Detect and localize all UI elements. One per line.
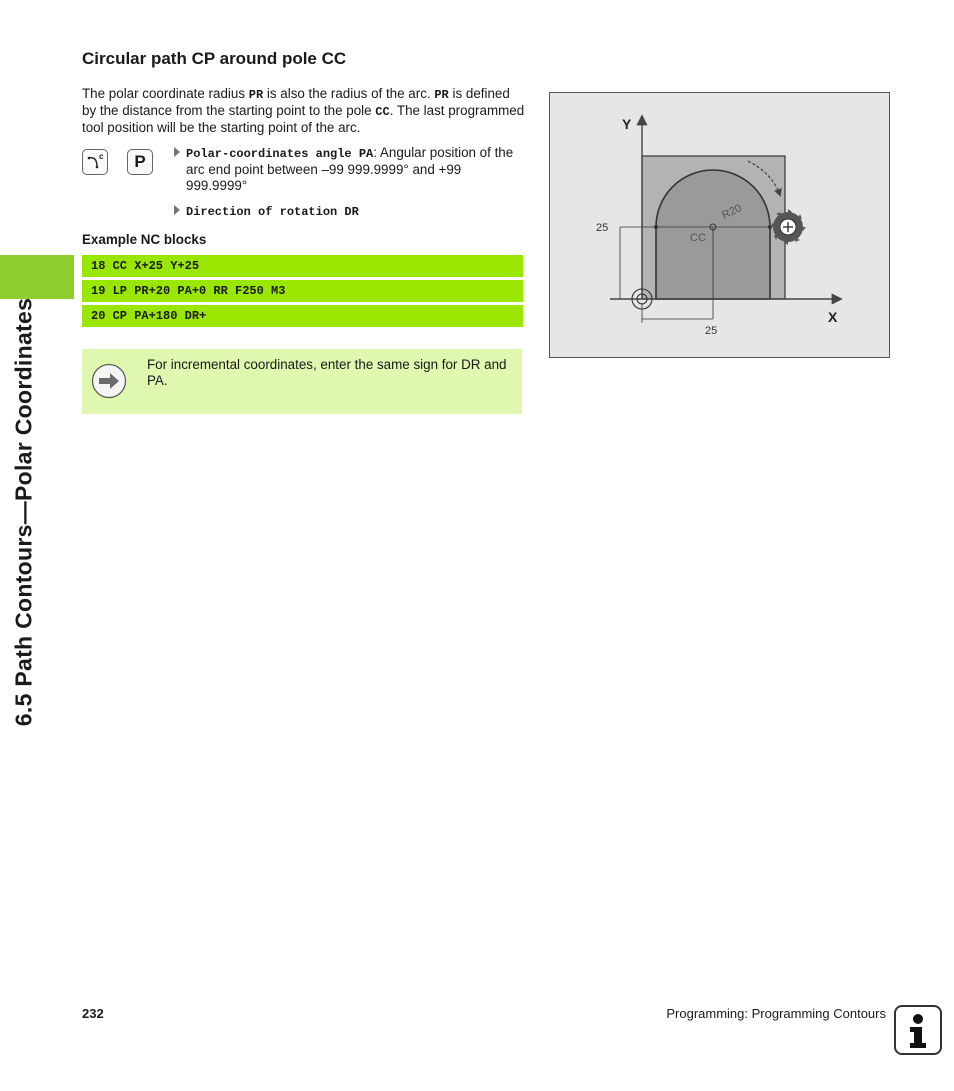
info-icon bbox=[894, 1005, 942, 1055]
bullet-code: Direction of rotation DR bbox=[186, 205, 359, 219]
chapter-tab-marker bbox=[0, 255, 74, 299]
intro-paragraph bbox=[82, 86, 526, 136]
y-axis-label: Y bbox=[622, 116, 632, 132]
y-tick-label: 25 bbox=[596, 222, 609, 234]
section-heading: Circular path CP around pole CC bbox=[82, 49, 347, 68]
x-axis-label: X bbox=[828, 309, 838, 325]
nc-block: 18 CC X+25 Y+25 bbox=[82, 255, 523, 277]
bullet-text: : Angular position of the arc end point between –99 999.9999° and +99 999.9999° bbox=[186, 145, 514, 193]
cp-key-button bbox=[82, 149, 108, 175]
nc-block: 20 CP PA+180 DR+ bbox=[82, 305, 523, 327]
bullet-triangle-icon bbox=[174, 147, 180, 157]
footer-chapter-title: Programming: Programming Contours bbox=[666, 1006, 886, 1021]
chapter-side-title: 6.5 Path Contours—Polar Coordinates bbox=[10, 297, 37, 727]
intro-code-pr: PR bbox=[248, 88, 264, 102]
page-number: 232 bbox=[82, 1006, 104, 1021]
intro-text-2: is also the radius of the arc. bbox=[263, 86, 435, 101]
center-label: CC bbox=[690, 232, 706, 244]
bullet-polar-angle bbox=[174, 145, 524, 194]
circle-path-icon bbox=[83, 150, 107, 174]
tip-note bbox=[82, 349, 522, 414]
p-key-button: P bbox=[127, 149, 153, 175]
cp-diagram bbox=[549, 92, 890, 358]
intro-code-cc: CC bbox=[375, 105, 390, 119]
intro-text-1: The polar coordinate radius bbox=[82, 86, 249, 101]
bullet-triangle-icon bbox=[174, 205, 180, 215]
arrow-right-icon bbox=[91, 363, 127, 399]
c-key-label: c bbox=[99, 152, 104, 161]
bullet-code: Polar-coordinates angle PA bbox=[186, 147, 374, 161]
intro-code-pr-2: PR bbox=[434, 88, 449, 102]
intro-text-3: is defined by the distance from the starting point to the pole bbox=[82, 86, 510, 118]
tip-note-text: For incremental coordinates, enter the same sign for DR and PA. bbox=[147, 357, 507, 388]
cp-diagram-drawing bbox=[550, 93, 891, 359]
radius-label: R20 bbox=[720, 202, 744, 222]
x-tick-label: 25 bbox=[705, 325, 718, 337]
intro-text-4: . The last programmed tool position will be the starting point of the arc. bbox=[82, 103, 525, 135]
nc-block: 19 LP PR+20 PA+0 RR F250 M3 bbox=[82, 280, 523, 302]
example-heading: Example NC blocks bbox=[82, 232, 207, 247]
bullet-rotation-direction bbox=[174, 203, 524, 220]
